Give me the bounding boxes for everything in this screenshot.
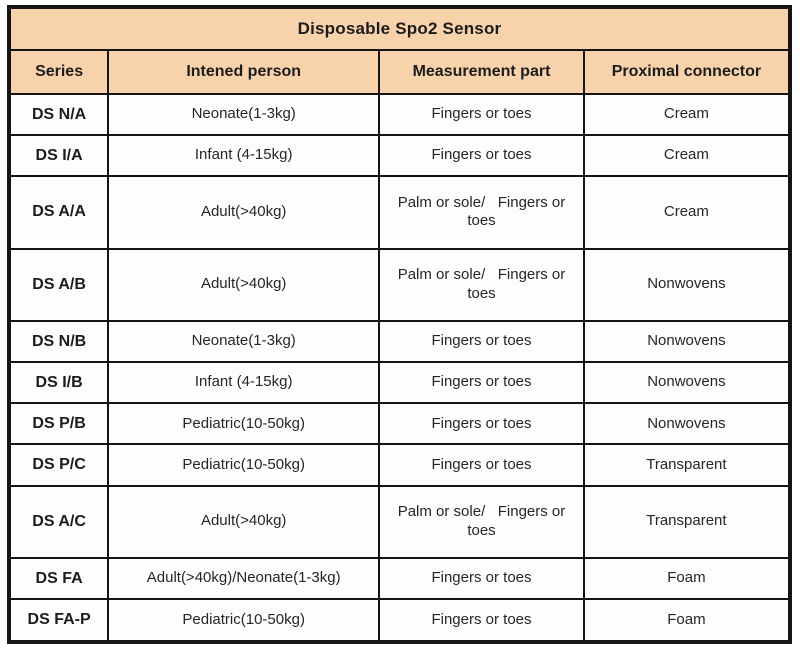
- part-cell: Fingers or toes: [379, 135, 584, 176]
- person-cell: Adult(>40kg): [108, 486, 379, 558]
- series-cell: DS I/A: [9, 135, 108, 176]
- table-row: [9, 444, 790, 485]
- person-cell: Neonate(1-3kg): [108, 321, 379, 362]
- series-cell: DS P/C: [9, 444, 108, 485]
- column-header-proximal-connector: Proximal connector: [584, 50, 790, 94]
- series-cell: DS A/A: [9, 176, 108, 248]
- connector-cell: Nonwovens: [584, 403, 790, 444]
- series-cell: DS N/A: [9, 94, 108, 135]
- part-cell: Palm or sole/ Fingers or toes: [379, 486, 584, 558]
- part-cell: Fingers or toes: [379, 94, 584, 135]
- person-cell: Pediatric(10-50kg): [108, 403, 379, 444]
- connector-cell: Nonwovens: [584, 362, 790, 403]
- person-cell: Neonate(1-3kg): [108, 94, 379, 135]
- part-cell: Palm or sole/ Fingers or toes: [379, 176, 584, 248]
- connector-cell: Cream: [584, 94, 790, 135]
- part-cell: Fingers or toes: [379, 321, 584, 362]
- table-row: [9, 249, 790, 321]
- connector-cell: Cream: [584, 135, 790, 176]
- person-cell: Adult(>40kg): [108, 176, 379, 248]
- person-cell: Pediatric(10-50kg): [108, 444, 379, 485]
- series-cell: DS A/C: [9, 486, 108, 558]
- table-title: Disposable Spo2 Sensor: [9, 7, 790, 50]
- connector-cell: Transparent: [584, 486, 790, 558]
- column-header-series: Series: [9, 50, 108, 94]
- person-cell: Infant (4-15kg): [108, 135, 379, 176]
- table-row: [9, 94, 790, 135]
- series-cell: DS A/B: [9, 249, 108, 321]
- connector-cell: Foam: [584, 599, 790, 642]
- series-cell: DS N/B: [9, 321, 108, 362]
- person-cell: Pediatric(10-50kg): [108, 599, 379, 642]
- table-row: [9, 321, 790, 362]
- table-row: [9, 362, 790, 403]
- table-row: [9, 176, 790, 248]
- series-cell: DS FA: [9, 558, 108, 599]
- table-row: [9, 558, 790, 599]
- part-cell: Fingers or toes: [379, 403, 584, 444]
- series-cell: DS P/B: [9, 403, 108, 444]
- column-header-intened-person: Intened person: [108, 50, 379, 94]
- table-title-row: [9, 7, 790, 50]
- connector-cell: Foam: [584, 558, 790, 599]
- part-cell: Palm or sole/ Fingers or toes: [379, 249, 584, 321]
- connector-cell: Nonwovens: [584, 249, 790, 321]
- person-cell: Adult(>40kg)/Neonate(1-3kg): [108, 558, 379, 599]
- connector-cell: Nonwovens: [584, 321, 790, 362]
- part-cell: Fingers or toes: [379, 558, 584, 599]
- spo2-sensor-spec-table: [7, 5, 792, 644]
- table-row: [9, 135, 790, 176]
- connector-cell: Cream: [584, 176, 790, 248]
- table-row: [9, 403, 790, 444]
- table-row: [9, 486, 790, 558]
- connector-cell: Transparent: [584, 444, 790, 485]
- person-cell: Infant (4-15kg): [108, 362, 379, 403]
- column-header-measurement-part: Measurement part: [379, 50, 584, 94]
- series-cell: DS I/B: [9, 362, 108, 403]
- series-cell: DS FA-P: [9, 599, 108, 642]
- part-cell: Fingers or toes: [379, 444, 584, 485]
- table-header-row: [9, 50, 790, 94]
- person-cell: Adult(>40kg): [108, 249, 379, 321]
- part-cell: Fingers or toes: [379, 599, 584, 642]
- table-row: [9, 599, 790, 642]
- part-cell: Fingers or toes: [379, 362, 584, 403]
